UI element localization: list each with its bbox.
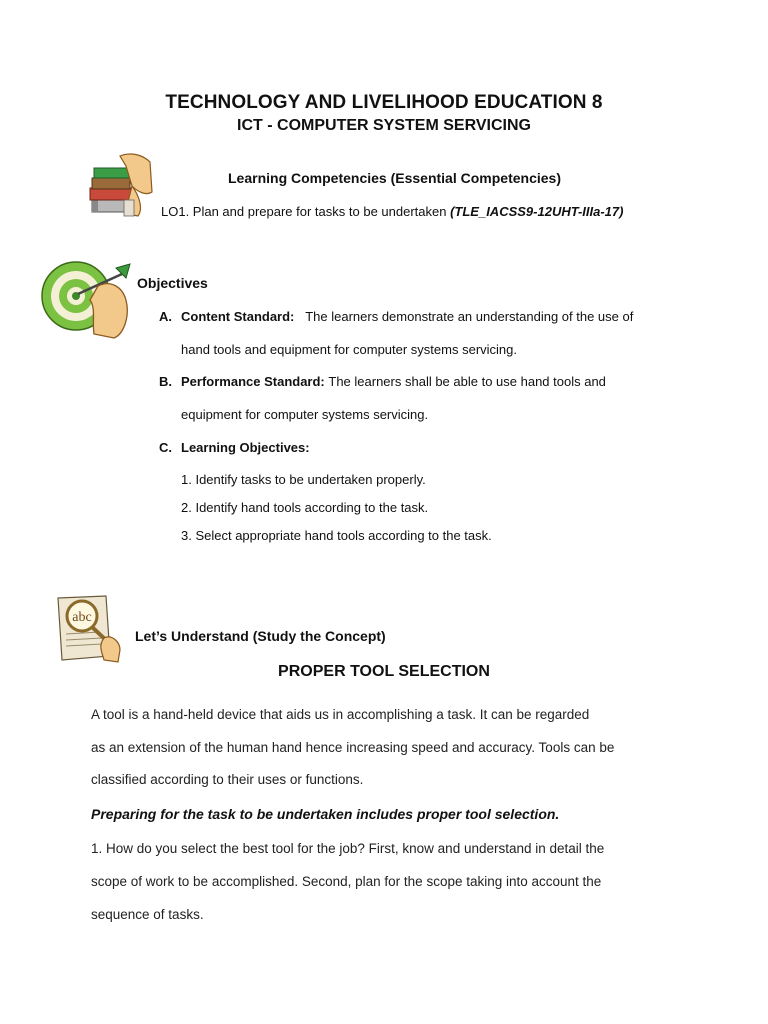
learning-objective-2: 2. Identify hand tools according to the task.	[181, 500, 429, 515]
objective-c-letter: C.	[159, 440, 172, 455]
emphasis-statement: Preparing for the task to be undertaken includes proper tool selection.	[91, 806, 560, 822]
learning-outcome-code: (TLE_IACSS9-12UHT-IIIa-17)	[450, 204, 624, 219]
objective-c-label: Learning Objectives:	[181, 440, 310, 455]
understand-heading: Let’s Understand (Study the Concept)	[135, 628, 386, 644]
learning-outcome	[161, 204, 623, 220]
target-dart-icon	[38, 256, 138, 340]
competencies-heading: Learning Competencies (Essential Competencies)	[228, 170, 561, 186]
objective-b-continued: equipment for computer systems servicing.	[181, 407, 429, 422]
objective-b-label: Performance Standard:	[181, 374, 325, 389]
learning-outcome-text: LO1. Plan and prepare for tasks to be undertaken	[161, 204, 451, 219]
objective-a-letter: A.	[159, 309, 172, 324]
learning-objective-3: 3. Select appropriate hand tools according to the task.	[181, 528, 492, 543]
magnifier-abc-icon	[54, 594, 126, 664]
books-icon	[86, 152, 158, 220]
magnifier-text: abc	[72, 610, 92, 625]
objective-a-label: Content Standard:	[181, 309, 295, 324]
question-line-3: sequence of tasks.	[91, 907, 204, 922]
objectives-heading: Objectives	[137, 275, 208, 291]
paragraph-line-1: A tool is a hand-held device that aids us in accomplishing a task. It can be regarded	[91, 707, 590, 722]
page-title: TECHNOLOGY AND LIVELIHOOD EDUCATION 8	[165, 92, 603, 113]
objective-b-letter: B.	[159, 374, 172, 389]
section-title: PROPER TOOL SELECTION	[278, 663, 490, 680]
paragraph-line-2: as an extension of the human hand hence increasing speed and accuracy. Tools can be	[91, 740, 615, 755]
question-line-2: scope of work to be accomplished. Second, plan for the scope taking into account the	[91, 874, 602, 889]
objective-b-text: The learners shall be able to use hand tools and	[328, 374, 606, 389]
objective-a-continued: hand tools and equipment for computer systems servicing.	[181, 342, 518, 357]
objective-c	[159, 440, 310, 456]
paragraph-line-3: classified according to their uses or functions.	[91, 772, 364, 787]
objective-b	[159, 374, 606, 390]
objective-a-text: The learners demonstrate an understanding of the use of	[305, 309, 634, 324]
learning-objective-1: 1. Identify tasks to be undertaken properly.	[181, 472, 426, 487]
objective-a	[159, 309, 633, 325]
question-line-1: 1. How do you select the best tool for the job? First, know and understand in detail the	[91, 841, 605, 856]
page-subtitle: ICT - COMPUTER SYSTEM SERVICING	[237, 117, 531, 134]
